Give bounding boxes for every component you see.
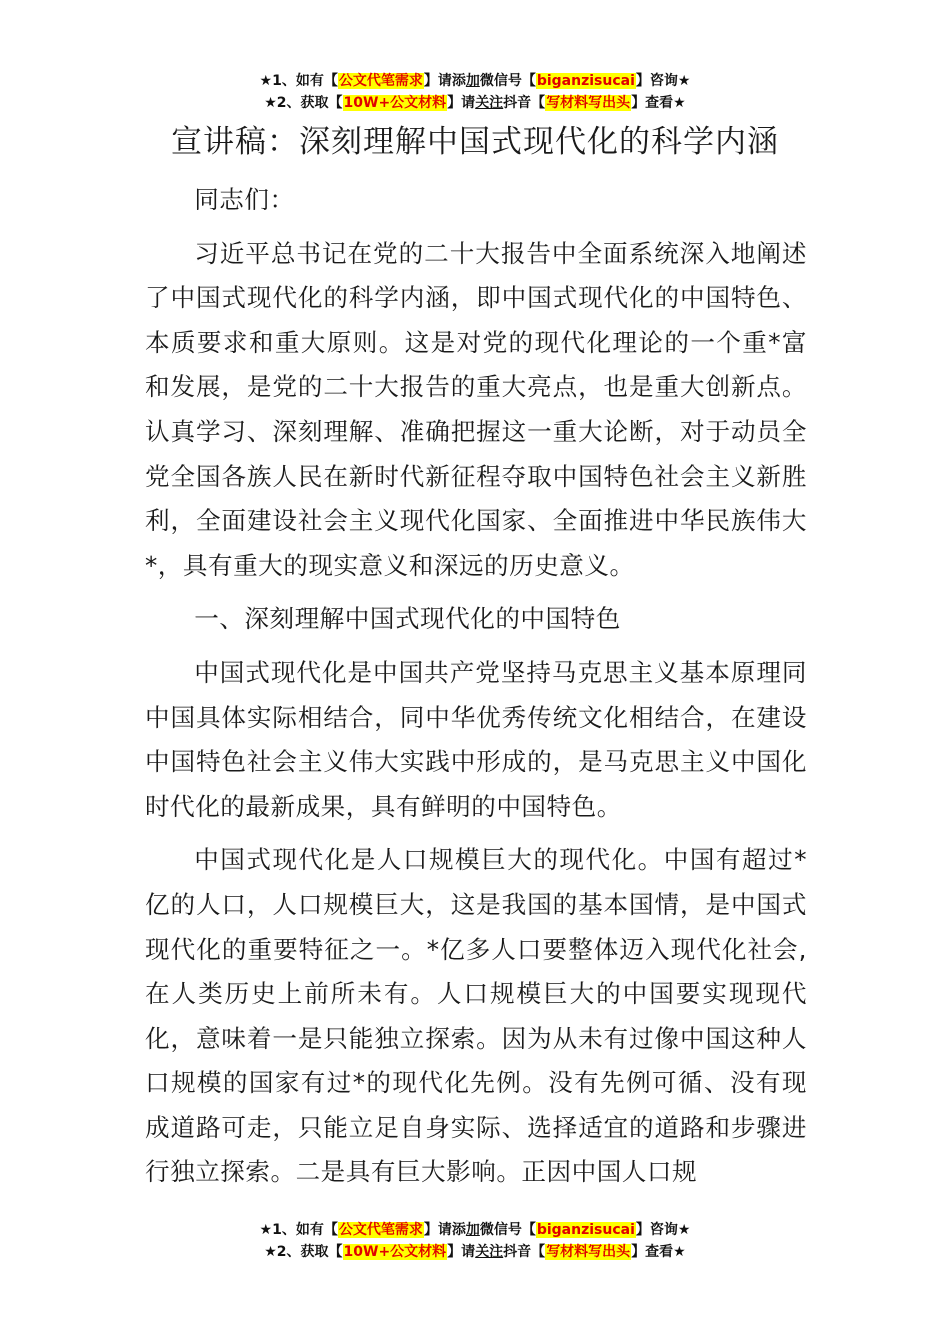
highlight-wechat-id: biganzisucai xyxy=(536,1222,635,1238)
highlight-service: 公文代笔需求 xyxy=(338,73,423,89)
highlight-service: 公文代笔需求 xyxy=(338,1222,423,1238)
promo-banner-bottom xyxy=(0,1219,950,1263)
highlight-materials: 10W+公文材料 xyxy=(343,95,447,111)
promo-line-1: ★1、如有【公文代笔需求】请添加微信号【biganzisucai】咨询★ xyxy=(259,1222,691,1238)
highlight-wechat-id: biganzisucai xyxy=(536,73,635,89)
salutation: 同志们： xyxy=(194,185,295,214)
section-heading: 一、深刻理解中国式现代化的中国特色 xyxy=(194,604,621,634)
document-body xyxy=(145,178,807,1195)
paragraph-characteristics: 中国式现代化是中国共产党坚持马克思主义基本原理同中国具体实际相结合，同中华优秀传统文化相结合，在建设中国特色社会主义伟大实践中形成的，是马克思主义中国化时代化的最新成果，具有鲜明的中国特色。 xyxy=(145,657,807,821)
document-title: 宣讲稿：深刻理解中国式现代化的科学内涵 xyxy=(171,124,779,160)
paragraph-intro: 习近平总书记在党的二十大报告中全面系统深入地阐述了中国式现代化的科学内涵，即中国式现代化的中国特色、本质要求和重大原则。这是对党的现代化理论的一个重*富和发展，是党的二十大报告的重大亮点，也是重大创新点。认真学习、深刻理解、准确把握这一重大论断，对于动员全党全国各族人民在新时代新征程夺取中国特色社会主义新胜利，全面建设社会主义现代化国家、全面推进中华民族伟大*，具有重大的现实意义和深远的历史意义。 xyxy=(145,238,807,580)
paragraph-population: 中国式现代化是人口规模巨大的现代化。中国有超过*亿的人口，人口规模巨大，这是我国的基本国情，是中国式现代化的重要特征之一。*亿多人口要整体迈入现代化社会,在人类历史上前所未有。人口规模巨大的中国要实现现代化，意味着一是只能独立探索。因为从未有过像中国这种人口规模的国家有过*的现代化先例。没有先例可循、没有现成道路可走，只能立足自身实际、选择适宜的道路和步骤进行独立探索。二是具有巨大影响。正因中国人口规 xyxy=(145,845,807,1187)
promo-line-2: ★2、获取【10W+公文材料】请关注抖音【写材料写出头】查看★ xyxy=(264,95,686,111)
promo-line-2: ★2、获取【10W+公文材料】请关注抖音【写材料写出头】查看★ xyxy=(264,1244,686,1260)
promo-line-1: ★1、如有【公文代笔需求】请添加微信号【biganzisucai】咨询★ xyxy=(259,73,691,89)
highlight-douyin: 写材料写出头 xyxy=(546,1244,631,1260)
highlight-douyin: 写材料写出头 xyxy=(546,95,631,111)
highlight-materials: 10W+公文材料 xyxy=(343,1244,447,1260)
promo-banner-top xyxy=(0,70,950,114)
